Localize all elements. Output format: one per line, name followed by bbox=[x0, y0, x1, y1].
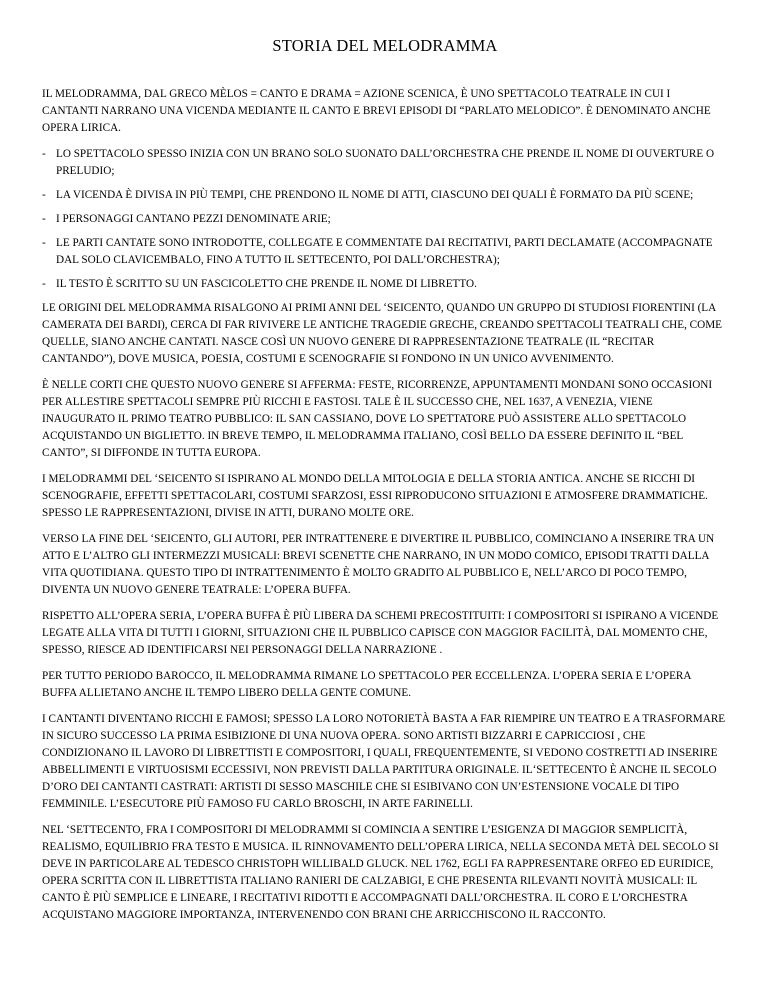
bullet-text: LE PARTI CANTATE SONO INTRODOTTE, COLLEGATE E COMMENTATE DAI RECITATIVI, PARTI DECLAMATE (ACCOMPAGNATE DAL SOLO CLAVICEMBALO, FINO A TUTTO IL SETTECENTO, POI DALL’ORCHESTRA); bbox=[56, 237, 713, 266]
bullet-list bbox=[42, 146, 728, 293]
bullet-item bbox=[42, 276, 728, 293]
body-paragraph: I MELODRAMMI DEL ‘SEICENTO SI ISPIRANO AL MONDO DELLA MITOLOGIA E DELLA STORIA ANTICA. ANCHE SE RICCHI DI SCENOGRAFIE, EFFETTI SPETTACOLARI, COSTUMI SFARZOSI, ESSI RIPRODUCONO SITUAZIONI E ATMOSFERE DRAMMATICHE. SPESSO LE RAPPRESENTAZIONI, DIVISE IN ATTI, DURANO MOLTE ORE. bbox=[42, 473, 708, 519]
bullet-dash: - bbox=[42, 148, 46, 160]
body-paragraph: È NELLE CORTI CHE QUESTO NUOVO GENERE SI AFFERMA: FESTE, RICORRENZE, APPUNTAMENTI MONDANI SONO OCCASIONI PER ALLESTIRE SPETTACOLI SEMPRE PIÙ RICCHI E FASTOSI. TALE È IL SUCCESSO CHE, NEL 1637, A VENEZIA, VIENE INAUGURATO IL PRIMO TEATRO PUBBLICO: IL SAN CASSIANO, DOVE LO SPETTATORE PUÒ ASSISTERE ALLO SPETTACOLO ACQUISTANDO UN BIGLIETTO. IN BREVE TEMPO, IL MELODRAMMA ITALIANO, COSÌ BELLO DA ESSERE DEFINITO IL “BEL CANTO”, SI DIFFONDE IN TUTTA EUROPA. bbox=[42, 379, 713, 459]
body-paragraph: I CANTANTI DIVENTANO RICCHI E FAMOSI; SPESSO LA LORO NOTORIETÀ BASTA A FAR RIEMPIRE UN TEATRO E A TRASFORMARE IN SICURO SUCCESSO LA PRIMA ESIBIZIONE DI UNA NUOVA OPERA. SONO ARTISTI BIZZARRI E CAPRICCIOSI , CHE CONDIZIONANO IL LAVORO DI LIBRETTISTI E COMPOSITORI, I QUALI, FREQUENTEMENTE, SI VEDONO COSTRETTI AD INSERIRE ABBELLIMENTI E VIRTUOSISMI ECCESSIVI, NON PREVISTI DALLA PARTITURA ORIGINALE. IL‘SETTECENTO È ANCHE IL SECOLO D’ORO DEI CANTANTI CASTRATI: ARTISTI DI SESSO MASCHILE CHE SI ESIBIVANO CON UN’ESTENSIONE VOCALE DI TIPO FEMMINILE. L’ESECUTORE PIÙ FAMOSO FU CARLO BROSCHI, IN ARTE FARINELLI. bbox=[42, 713, 726, 810]
bullet-item bbox=[42, 187, 728, 204]
bullet-item bbox=[42, 235, 728, 269]
bullet-text: I PERSONAGGI CANTANO PEZZI DENOMINATE ARIE; bbox=[56, 213, 331, 225]
bullet-item bbox=[42, 146, 728, 180]
body-paragraph: RISPETTO ALL’OPERA SERIA, L’OPERA BUFFA È PIÙ LIBERA DA SCHEMI PRECOSTITUITI: I COMPOSITORI SI ISPIRANO A VICENDE LEGATE ALLA VITA DI TUTTI I GIORNI, SITUAZIONI CHE IL PUBBLICO CAPISCE CON MAGGIOR FACILITÀ, DAL MOMENTO CHE, SPESSO, RIESCE AD IDENTIFICARSI NEI PERSONAGGI DELLA NARRAZIONE . bbox=[42, 610, 719, 656]
bullet-dash: - bbox=[42, 278, 46, 290]
bullet-dash: - bbox=[42, 237, 46, 249]
bullet-text: LO SPETTACOLO SPESSO INIZIA CON UN BRANO SOLO SUONATO DALL’ORCHESTRA CHE PRENDE IL NOME DI OUVERTURE O PRELUDIO; bbox=[56, 148, 715, 177]
bullet-item bbox=[42, 211, 728, 228]
bullet-dash: - bbox=[42, 189, 46, 201]
bullet-text: LA VICENDA È DIVISA IN PIÙ TEMPI, CHE PRENDONO IL NOME DI ATTI, CIASCUNO DEI QUALI È FORMATO DA PIÙ SCENE; bbox=[56, 189, 694, 201]
body-paragraph: LE ORIGINI DEL MELODRAMMA RISALGONO AI PRIMI ANNI DEL ‘SEICENTO, QUANDO UN GRUPPO DI STUDIOSI FIORENTINI (LA CAMERATA DEI BARDI), CERCA DI FAR RIVIVERE LE ANTICHE TRAGEDIE GRECHE, CREANDO SPETTACOLI TEATRALI CHE, COME QUELLE, SIANO ANCHE CANTATI. NASCE COSÌ UN NUOVO GENERE DI RAPPRESENTAZIONE TEATRALE (IL “RECITAR CANTANDO”), DOVE MUSICA, POESIA, COSTUMI E SCENOGRAFIE SI FONDONO IN UN UNICO AVVENIMENTO. bbox=[42, 302, 723, 365]
bullet-dash: - bbox=[42, 213, 46, 225]
body-paragraph: PER TUTTO PERIODO BAROCCO, IL MELODRAMMA RIMANE LO SPETTACOLO PER ECCELLENZA. L’OPERA SERIA E L’OPERA BUFFA ALLIETANO ANCHE IL TEMPO LIBERO DELLA GENTE COMUNE. bbox=[42, 670, 691, 699]
bullet-text: IL TESTO È SCRITTO SU UN FASCICOLETTO CHE PRENDE IL NOME DI LIBRETTO. bbox=[56, 278, 477, 290]
body-paragraph: VERSO LA FINE DEL ‘SEICENTO, GLI AUTORI, PER INTRATTENERE E DIVERTIRE IL PUBBLICO, COMINCIANO A INSERIRE TRA UN ATTO E L’ALTRO GLI INTERMEZZI MUSICALI: BREVI SCENETTE CHE NARRANO, IN UN MODO COMICO, EPISODI TRATTI DALLA VITA QUOTIDIANA. QUESTO TIPO DI INTRATTENIMENTO È MOLTO GRADITO AL PUBBLICO E, NELL’ARCO DI POCO TEMPO, DIVENTA UN NUOVO GENERE TEATRALE: L’OPERA BUFFA. bbox=[42, 533, 715, 596]
intro-paragraph: IL MELODRAMMA, DAL GRECO MÈLOS = CANTO E DRAMA = AZIONE SCENICA, È UNO SPETTACOLO TEATRALE IN CUI I CANTANTI NARRANO UNA VICENDA MEDIANTE IL CANTO E BREVI EPISODI DI “PARLATO MELODICO”. È DENOMINATO ANCHE OPERA LIRICA. bbox=[42, 88, 711, 134]
page-title: STORIA DEL MELODRAMMA bbox=[272, 36, 498, 55]
body-paragraph: NEL ‘SETTECENTO, FRA I COMPOSITORI DI MELODRAMMI SI COMINCIA A SENTIRE L’ESIGENZA DI MAGGIOR SEMPLICITÀ, REALISMO, EQUILIBRIO FRA TESTO E MUSICA. IL RINNOVAMENTO DELL’OPERA LIRICA, NELLA SECONDA METÀ DEL SECOLO SI DEVE IN PARTICOLARE AL TEDESCO CHRISTOPH WILLIBALD GLUCK. NEL 1762, EGLI FA RAPPRESENTARE ORFEO ED EURIDICE, OPERA SCRITTA CON IL LIBRETTISTA ITALIANO RANIERI DE CALZABIGI, E CHE PRESENTA RILEVANTI NOVITÀ MUSICALI: IL CANTO È PIÙ SEMPLICE E LINEARE, I RECITATIVI RIDOTTI E ACCOMPAGNATI DALL’ORCHESTRA. IL CORO E L’ORCHESTRA ACQUISTANO MAGGIORE IMPORTANZA, INTERVENENDO CON BRANI CHE ARRICCHISCONO IL RACCONTO. bbox=[42, 824, 719, 921]
